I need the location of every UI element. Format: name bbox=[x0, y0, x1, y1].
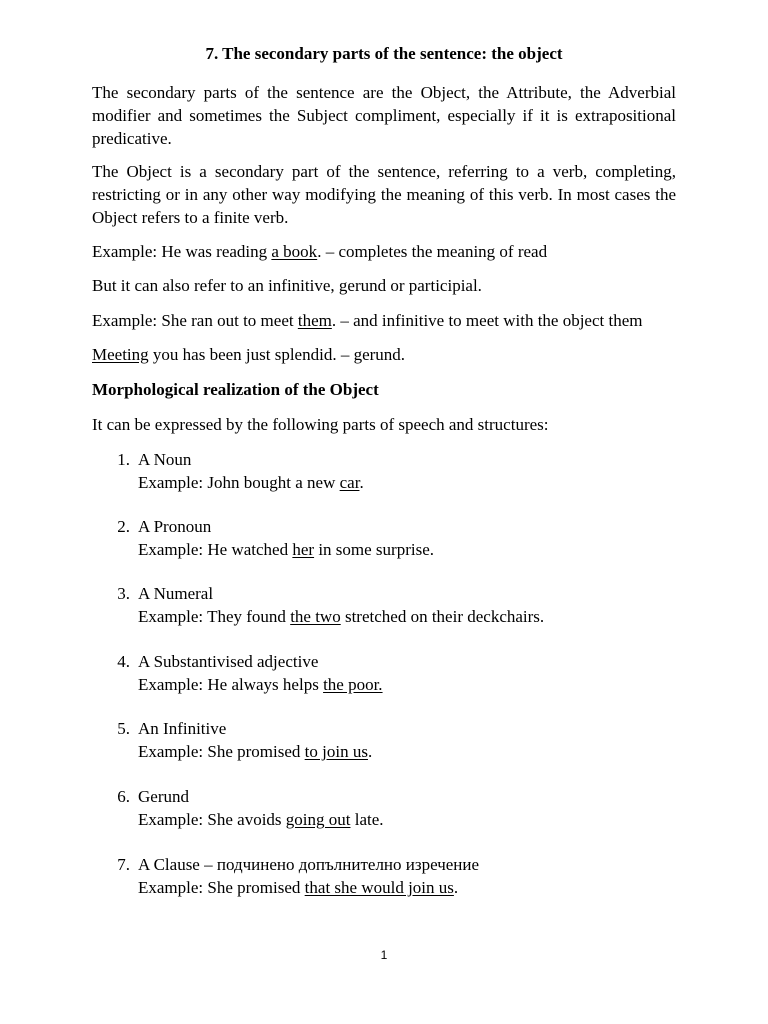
list-item-label: A Clause – подчинено допълнително изречение bbox=[138, 855, 480, 874]
list-item bbox=[112, 785, 672, 831]
underlined-object: that she would join us bbox=[304, 878, 454, 897]
list-number: 1. bbox=[117, 450, 130, 469]
list-item bbox=[112, 717, 672, 763]
list-item bbox=[112, 448, 672, 494]
list-number: 7. bbox=[117, 855, 130, 874]
example-text: . – and infinitive to meet with the object them bbox=[331, 311, 643, 330]
underlined-object: Meeting bbox=[92, 345, 149, 364]
list-number: 2. bbox=[117, 517, 130, 536]
list-number: 4. bbox=[117, 652, 130, 671]
section-heading: Morphological realization of the Object bbox=[92, 380, 379, 399]
example-meeting-gerund bbox=[92, 343, 676, 366]
page-number: 1 bbox=[380, 948, 388, 962]
list-number: 3. bbox=[117, 584, 130, 603]
paragraph-secondary-parts: The secondary parts of the sentence are the Object, the Attribute, the Adverbial modifier and sometimes the Subject compliment, especially if it is extrapositional predicative. bbox=[92, 83, 676, 148]
list-item-label: An Infinitive bbox=[138, 719, 227, 738]
list-item-label: A Substantivised adjective bbox=[138, 652, 319, 671]
paragraph-infinitive-gerund: But it can also refer to an infinitive, gerund or participial. bbox=[92, 276, 482, 295]
underlined-object: the poor. bbox=[323, 675, 383, 694]
underlined-object: her bbox=[292, 540, 315, 559]
underlined-object: them bbox=[297, 311, 332, 330]
list-item-example: Example: John bought a new car. bbox=[138, 473, 364, 492]
list-item-label: Gerund bbox=[138, 787, 189, 806]
underlined-object: going out bbox=[285, 810, 351, 829]
example-text: Example: He was reading bbox=[92, 242, 272, 261]
list-item-example: Example: She promised that she would join us. bbox=[138, 878, 459, 897]
underlined-object: a book bbox=[271, 242, 318, 261]
example-text: Example: She ran out to meet bbox=[92, 311, 298, 330]
page-title: 7. The secondary parts of the sentence: the object bbox=[205, 44, 563, 63]
list-number: 5. bbox=[117, 719, 130, 738]
example-text: you has been just splendid. – gerund. bbox=[148, 345, 406, 364]
list-item bbox=[112, 515, 672, 561]
list-item-label: A Noun bbox=[138, 450, 192, 469]
list-number: 6. bbox=[117, 787, 130, 806]
list-item-example: Example: She promised to join us. bbox=[138, 742, 373, 761]
underlined-object: to join us bbox=[304, 742, 368, 761]
underlined-object: the two bbox=[290, 607, 341, 626]
underlined-object: car bbox=[339, 473, 360, 492]
list-intro: It can be expressed by the following parts of speech and structures: bbox=[92, 415, 549, 434]
example-meet-them bbox=[92, 309, 676, 332]
list-item-example: Example: He always helps the poor. bbox=[138, 675, 383, 694]
list-item-example: Example: He watched her in some surprise. bbox=[138, 540, 435, 559]
list-item-label: A Pronoun bbox=[138, 517, 212, 536]
paragraph-object-definition: The Object is a secondary part of the sentence, referring to a verb, completing, restricting or in any other way modifying the meaning of this verb. In most cases the Object refers to a finite verb. bbox=[92, 162, 676, 227]
example-reading bbox=[92, 240, 676, 263]
list-item-example: Example: They found the two stretched on their deckchairs. bbox=[138, 607, 545, 626]
example-text: . – completes the meaning of read bbox=[317, 242, 548, 261]
list-item-label: A Numeral bbox=[138, 584, 214, 603]
list-item-example: Example: She avoids going out late. bbox=[138, 810, 384, 829]
list-item bbox=[112, 582, 672, 628]
list-item bbox=[112, 853, 672, 899]
list-item bbox=[112, 650, 672, 696]
